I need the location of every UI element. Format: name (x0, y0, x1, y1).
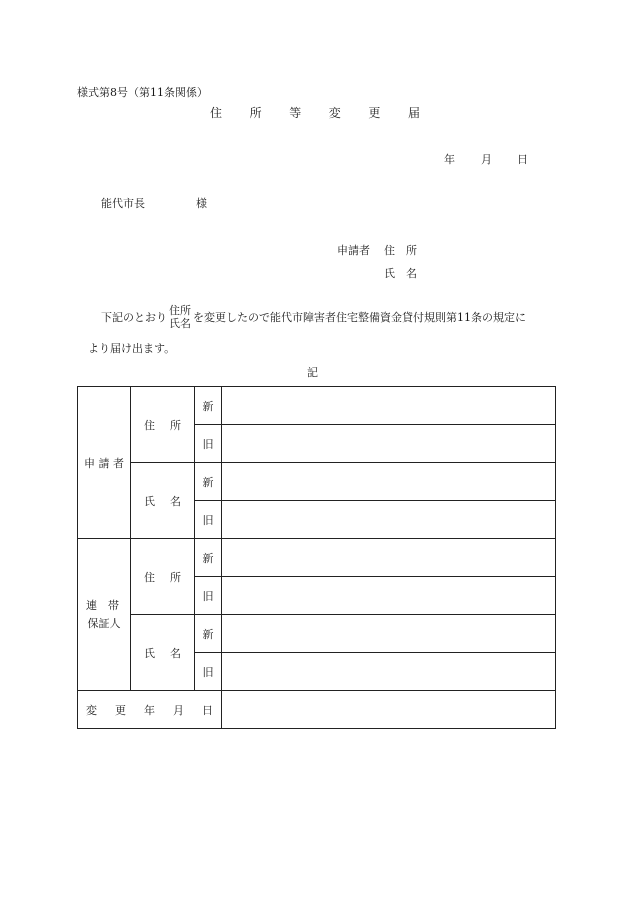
old-label: 旧 (195, 425, 222, 463)
body-text-line2: より届け出ます。 (88, 342, 176, 355)
guarantor-old-address-field[interactable] (222, 577, 556, 615)
guarantor-new-address-field[interactable] (222, 539, 556, 577)
date-line (444, 151, 528, 167)
record-table (77, 386, 556, 729)
applicant-address-label: 住 所 (384, 244, 417, 257)
guarantor-name-header: 氏 名 (131, 615, 195, 691)
applicant-new-address-field[interactable] (222, 387, 556, 425)
title-char: 等 (289, 106, 302, 120)
new-label: 新 (195, 463, 222, 501)
applicant-name-label: 氏 名 (384, 267, 417, 280)
ki-marker: 記 (307, 366, 318, 379)
applicant-section-label: 申 請 者 (78, 387, 131, 539)
applicant-old-name-field[interactable] (222, 501, 556, 539)
title-char: 変 (328, 106, 341, 120)
addressee-honorific: 様 (196, 197, 207, 210)
body-suffix: を変更したので能代市障害者住宅整備資金貸付規則第11条の規定に (193, 310, 526, 324)
new-label: 新 (195, 615, 222, 653)
date-year: 年 (444, 153, 455, 166)
applicant-label: 申請者 (337, 244, 370, 257)
guarantor-address-header: 住 所 (131, 539, 195, 615)
form-number: 様式第8号（第11条関係） (77, 86, 208, 99)
old-label: 旧 (195, 501, 222, 539)
applicant-address-header: 住 所 (131, 387, 195, 463)
title-char: 届 (407, 106, 420, 120)
body-text (101, 304, 526, 330)
title-char: 住 (210, 106, 223, 120)
guarantor-new-name-field[interactable] (222, 615, 556, 653)
date-month: 月 (481, 153, 492, 166)
change-date-label: 変 更 年 月 日 (78, 691, 222, 729)
body-stack-top: 住所 (169, 304, 191, 317)
applicant-name-header: 氏 名 (131, 463, 195, 539)
change-date-field[interactable] (222, 691, 556, 729)
body-prefix: 下記のとおり (101, 310, 167, 324)
title-char: 更 (368, 106, 381, 120)
guarantor-section-label: 連 帯 保証人 (78, 539, 131, 691)
title-char: 所 (249, 106, 262, 120)
body-stacked-options (169, 304, 191, 330)
new-label: 新 (195, 539, 222, 577)
new-label: 新 (195, 387, 222, 425)
date-day: 日 (517, 153, 528, 166)
old-label: 旧 (195, 577, 222, 615)
addressee: 能代市長 (101, 197, 145, 210)
applicant-old-address-field[interactable] (222, 425, 556, 463)
body-stack-bottom: 氏名 (169, 317, 191, 330)
guarantor-old-name-field[interactable] (222, 653, 556, 691)
applicant-new-name-field[interactable] (222, 463, 556, 501)
old-label: 旧 (195, 653, 222, 691)
form-title (210, 104, 420, 121)
